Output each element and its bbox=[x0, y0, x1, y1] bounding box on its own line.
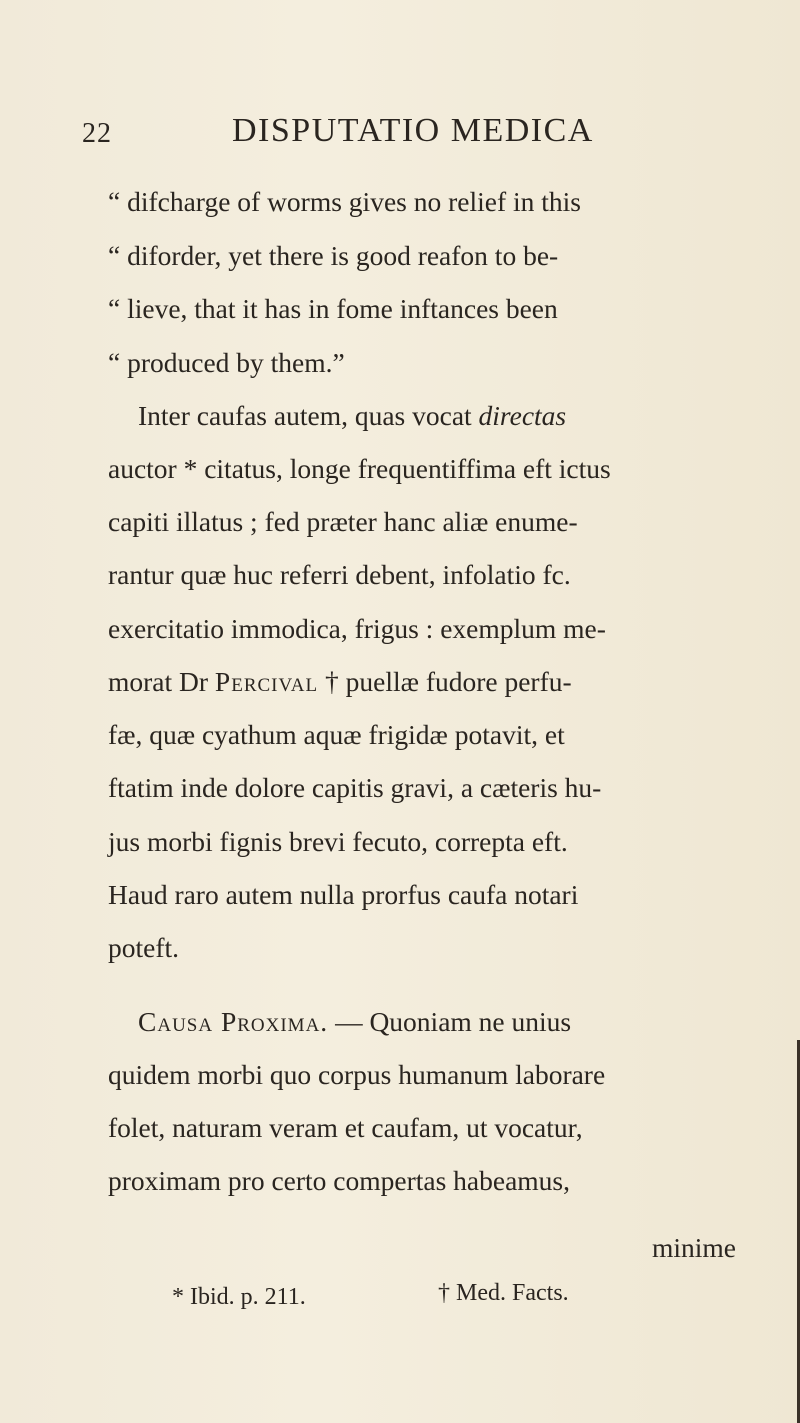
text-span: morat Dr bbox=[108, 666, 215, 697]
text-line: folet, naturam veram et caufam, ut vocatur, bbox=[108, 1112, 583, 1143]
italic-term: directas bbox=[478, 400, 567, 431]
quote-line: “ diforder, yet there is good reafon to be- bbox=[108, 240, 559, 271]
page-header bbox=[82, 112, 742, 162]
author-name: Percival bbox=[214, 666, 319, 697]
quote-line: “ produced by them.” bbox=[108, 347, 345, 378]
section-heading: Causa Proxima. bbox=[138, 1006, 329, 1037]
text-line: fæ, quæ cyathum aquæ frigidæ potavit, et bbox=[108, 719, 565, 750]
page-number: 22 bbox=[82, 118, 112, 149]
running-head: DISPUTATIO MEDICA bbox=[232, 112, 594, 149]
text-line bbox=[138, 402, 566, 430]
text-line: Haud raro autem nulla prorfus caufa notari bbox=[108, 879, 579, 910]
text-line: ftatim inde dolore capitis gravi, a cæteris hu- bbox=[108, 772, 602, 803]
footnote-ibid: * Ibid. p. 211. bbox=[172, 1284, 306, 1310]
text-line: poteft. bbox=[108, 932, 180, 963]
text-line: auctor * citatus, longe frequentiffima eft ictus bbox=[108, 453, 611, 484]
catchword: minime bbox=[651, 1232, 736, 1263]
text-span: † puellæ fudore perfu- bbox=[318, 666, 572, 697]
text-line: proximam pro certo compertas habeamus, bbox=[108, 1165, 570, 1196]
text-span: Inter caufas autem, quas vocat bbox=[138, 400, 479, 431]
quote-line: “ lieve, that it has in fome inftances been bbox=[108, 293, 558, 324]
text-line: rantur quæ huc referri debent, infolatio fc. bbox=[108, 559, 571, 590]
text-line: capiti illatus ; fed præter hanc aliæ enume- bbox=[108, 506, 578, 537]
quote-line: “ difcharge of worms gives no relief in this bbox=[108, 186, 581, 217]
text-line bbox=[138, 1008, 571, 1036]
text-line bbox=[108, 668, 572, 696]
footnote-med-facts: † Med. Facts. bbox=[438, 1280, 569, 1306]
text-line: exercitatio immodica, frigus : exemplum me- bbox=[108, 613, 606, 644]
text-span: — Quoniam ne unius bbox=[328, 1006, 572, 1037]
text-line: jus morbi fignis brevi fecuto, correpta eft. bbox=[108, 826, 568, 857]
text-line: quidem morbi quo corpus humanum laborare bbox=[108, 1059, 606, 1090]
